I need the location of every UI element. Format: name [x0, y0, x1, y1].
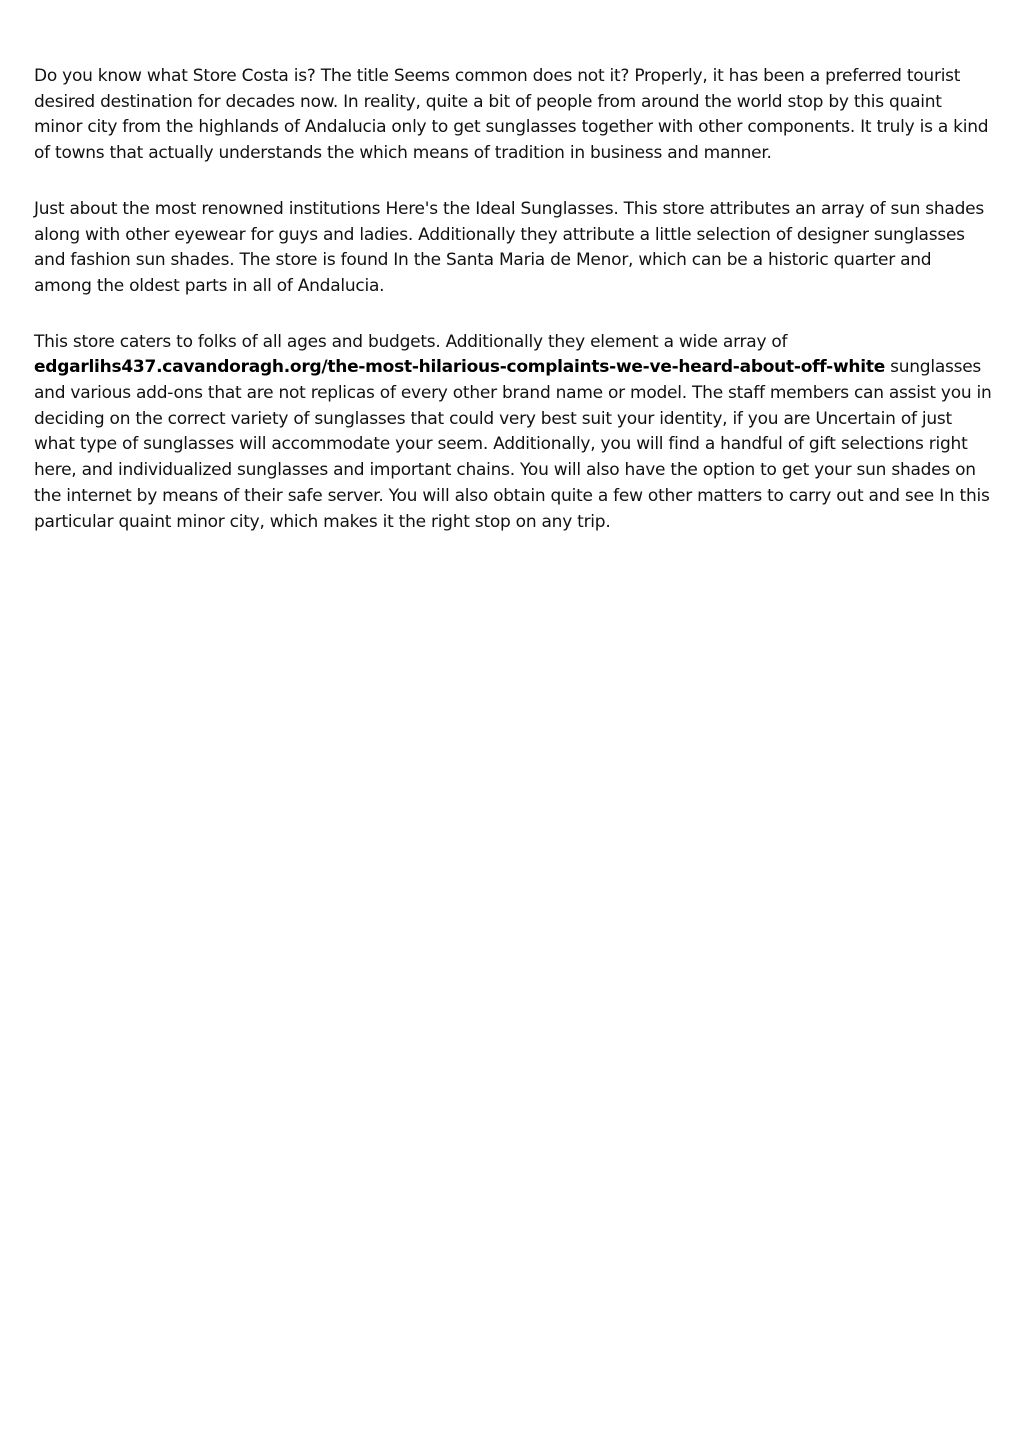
article-link[interactable]: edgarlihs437.cavandoragh.org/the-most-hilarious-complaints-we-ve-heard-about-off-white: [34, 357, 885, 378]
paragraph-3-body: sunglasses and various add-ons that are not replicas of every other brand name or model. The staff members can assist you in deciding on the correct variety of sunglasses that could very best suit your identity, if you are Uncertain of just what type of sunglasses will accommodate your seem. Additionally, you will find a handful of gift selections right here, and individualized sunglasses and important chains. You will also have the option to get your sun shades on the internet by means of their safe server. You will also obtain quite a few other matters to carry out and see In this particular quaint minor city, which makes it the right stop on any trip.: [34, 357, 992, 532]
paragraph-2: Just about the most renowned institutions Here's the Ideal Sunglasses. This store attributes an array of sun shades along with other eyewear for guys and ladies. Additionally they attribute a little selection of designer sunglasses and fashion sun shades. The store is found In the Santa Maria de Menor, which can be a historic quarter and among the oldest parts in all of Andalucia.: [34, 198, 984, 296]
paragraph-1: Do you know what Store Costa is? The title Seems common does not it? Properly, it has been a preferred tourist desired destination for decades now. In reality, quite a bit of people from around the world stop by this quaint minor city from the highlands of Andalucia only to get sunglasses together with other components. It truly is a kind of towns that actually understands the which means of tradition in business and manner.: [34, 66, 989, 164]
document-body: [34, 64, 992, 565]
paragraph-3: [34, 330, 992, 536]
paragraph-3-intro: This store caters to folks of all ages and budgets. Additionally they element a wide array of: [34, 331, 788, 352]
